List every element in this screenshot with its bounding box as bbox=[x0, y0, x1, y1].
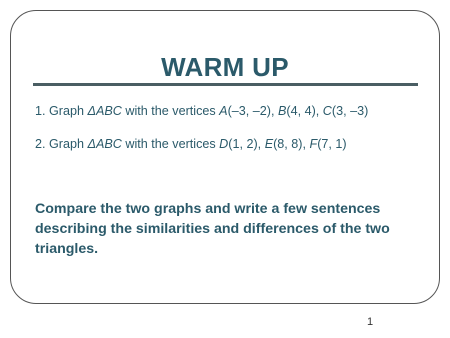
task-1 bbox=[35, 104, 368, 118]
task-2-triangle: ΔABC bbox=[87, 137, 122, 151]
task-1-triangle: ΔABC bbox=[87, 104, 122, 118]
task-1-prefix: 1. Graph bbox=[35, 104, 88, 118]
task-2 bbox=[35, 137, 347, 151]
task-2-vertex-d-coords: (1, 2), bbox=[228, 137, 265, 151]
task-2-vertex-f-coords: (7, 1) bbox=[317, 137, 347, 151]
task-2-vertex-e-coords: (8, 8), bbox=[273, 137, 310, 151]
task-1-connector: with the vertices bbox=[121, 104, 220, 118]
task-2-vertex-d: D bbox=[219, 137, 229, 151]
task-2-prefix: 2. Graph bbox=[35, 137, 88, 151]
task-2-connector: with the vertices bbox=[121, 137, 220, 151]
task-1-vertex-c-coords: (3, –3) bbox=[331, 104, 369, 118]
task-1-vertex-b-coords: (4, 4), bbox=[286, 104, 323, 118]
task-1-vertex-b: B bbox=[277, 104, 287, 118]
task-1-vertex-a-coords: (–3, –2), bbox=[227, 104, 278, 118]
task-1-vertex-c: C bbox=[322, 104, 332, 118]
page-number: 1 bbox=[366, 316, 374, 328]
slide-title: WARM UP bbox=[161, 52, 289, 82]
task-2-vertex-f: F bbox=[309, 137, 318, 151]
title-underline bbox=[33, 83, 418, 86]
compare-prompt: Compare the two graphs and write a few sentences describing the similarities and differences of the two triangles. bbox=[35, 201, 390, 257]
task-2-vertex-e: E bbox=[264, 137, 274, 151]
task-1-vertex-a: A bbox=[219, 104, 228, 118]
